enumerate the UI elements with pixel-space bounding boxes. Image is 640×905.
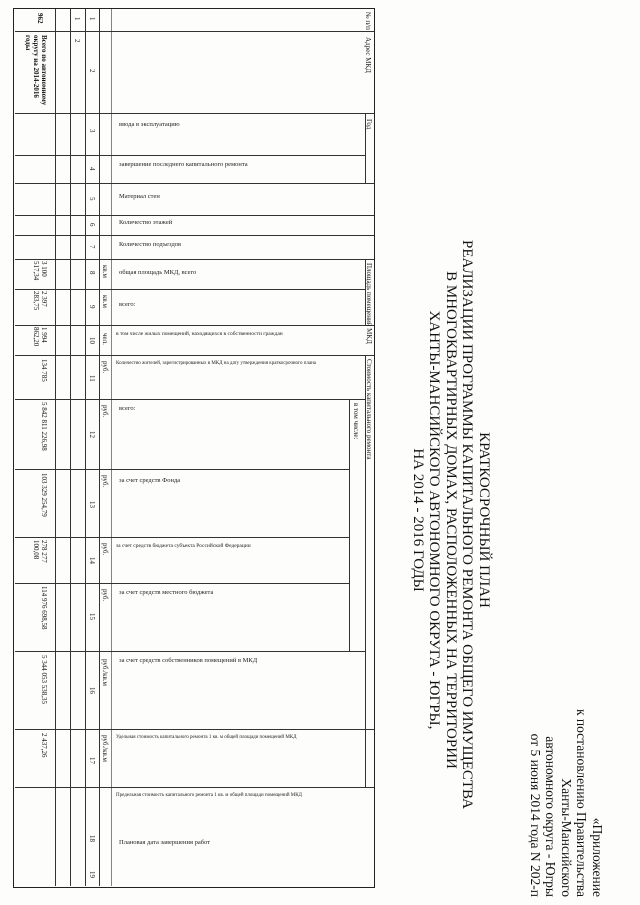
header-planned-date: Плановая дата завершения работ	[119, 839, 211, 846]
title-line-1: КРАТКОСРОЧНЫЙ ПЛАН	[476, 432, 492, 608]
inthat-sub-line	[349, 399, 350, 651]
premises-total-value: 2 397 283,75	[32, 291, 48, 311]
row2-bottom-line	[55, 9, 56, 886]
col-line-7	[15, 259, 374, 260]
header-no: № п/п	[364, 12, 372, 30]
unit-cost-total: руб.	[101, 361, 109, 374]
colnum-9: 9	[88, 305, 96, 309]
colnum-12: 12	[88, 431, 96, 438]
header-in-that: в том числе:	[352, 403, 360, 440]
header-year-commission: ввода в эксплуатацию	[119, 121, 180, 128]
appendix-line-2: к постановлению Правительства	[574, 708, 590, 897]
colnum-1: 1	[88, 17, 96, 21]
header-year: Год	[365, 119, 373, 130]
header-residents: Количество жителей, зарегистрированных в МКД на дату утверждения краткосрочного плана	[116, 361, 317, 366]
col-line-16	[15, 729, 374, 730]
appendix-line-5: от 5 июня 2014 года N 202-п	[528, 733, 543, 897]
col-line-5	[15, 215, 374, 216]
colnum-19: 19	[88, 871, 96, 878]
budget-subject-value: 278 277 100,08	[32, 540, 48, 563]
header-bottom-line	[99, 9, 100, 886]
cost-total-value: 5 842 811 226,98	[40, 402, 48, 451]
col-line-3	[15, 155, 366, 156]
unit-cost-value: 2 437,26	[40, 733, 48, 758]
title-line-5: НА 2014 - 2016 ГОДЫ	[410, 448, 426, 592]
colnum-13: 13	[88, 501, 96, 508]
col-line-2	[15, 113, 374, 114]
header-floors: Количество этажей	[119, 219, 173, 226]
header-fund: за счет средств Фонда	[119, 477, 181, 484]
colnum-3: 3	[88, 129, 96, 133]
header-premises-total: всего:	[119, 301, 136, 308]
colnum-10: 10	[88, 337, 96, 344]
colnum-15: 15	[88, 613, 96, 620]
header-budget-local: за счет средств местного бюджета	[119, 589, 214, 596]
unit-residents: чел.	[101, 333, 109, 345]
premises-owned-value: 1 994 862,20	[32, 327, 48, 347]
unit-unit-cost: руб./кв.м	[101, 659, 109, 686]
header-year-last-repair: завершение последнего капитального ремонта	[119, 161, 248, 168]
col-line-6	[15, 235, 374, 236]
appendix-line-1: «Приложение	[590, 817, 605, 897]
unit-fund: руб.	[101, 405, 109, 418]
document-title	[410, 240, 493, 809]
header-cost: Стоимость капитального ремонта	[365, 359, 373, 460]
total-row-no: 962	[36, 13, 44, 24]
header-unit-cost: Удельная стоимость капитального ремонта 1 кв. м общей площади помещений МКД	[116, 735, 297, 740]
owners-value: 5 344 053 538,35	[40, 655, 48, 704]
col-line-15	[15, 651, 366, 652]
colnum-5: 5	[88, 197, 96, 201]
unit-premises-total: кв.м	[101, 295, 109, 308]
title-line-4: ХАНТЫ-МАНСИЙСКОГО АВТОНОМНОГО ОКРУГА - ЮГРЫ,	[426, 310, 443, 730]
row1-no: 1	[73, 17, 81, 21]
col-line-9	[15, 325, 374, 326]
unit-row-line	[111, 9, 112, 886]
header-premises-area: Площадь помещений МКД	[365, 263, 373, 344]
colnum-17: 17	[88, 757, 96, 764]
header-owners: за счет средств собственников помещений в МКД	[119, 657, 258, 664]
unit-owners: руб.	[101, 589, 109, 602]
row1-bottom-line	[70, 9, 71, 886]
colnum-4: 4	[88, 167, 96, 171]
col-line-14	[15, 583, 350, 584]
unit-budget-local: руб.	[101, 543, 109, 556]
residents-value: 134 785	[40, 359, 48, 382]
unit-budget-subject: руб.	[101, 475, 109, 488]
plan-table	[13, 8, 375, 888]
colnum-6: 6	[88, 223, 96, 227]
budget-local-value: 114 976 698,58	[40, 586, 48, 630]
appendix-line-4: автономного округа - Югры	[543, 736, 559, 897]
colnum-16: 16	[88, 687, 96, 694]
col-line-11	[15, 399, 366, 400]
header-total-area: общая площадь МКД, всего	[119, 269, 197, 276]
col-line-17	[15, 787, 374, 788]
total-row-label: Всего по автономному округу на 2014-2016 годы	[24, 35, 48, 106]
title-line-2: РЕАЛИЗАЦИИ ПРОГРАММЫ КАПИТАЛЬНОГО РЕМОНТА ОБЩЕГО ИМУЩЕСТВА	[459, 240, 476, 809]
colnum-11: 11	[88, 375, 96, 382]
colnum-8: 8	[88, 271, 96, 275]
colnum-7: 7	[88, 245, 96, 249]
unit-max-cost: руб./кв.м	[101, 735, 109, 762]
title-line-3: В МНОГОКВАРТИРНЫХ ДОМАХ, РАСПОЛОЖЕННЫХ НА ТЕРРИТОРИИ	[443, 271, 459, 769]
colnum-2: 2	[88, 69, 96, 73]
fund-value: 103 329 254,79	[40, 473, 48, 517]
appendix-line-3: Ханты-Мансийского	[559, 778, 574, 897]
col-line-12	[15, 469, 350, 470]
col-line-4	[15, 183, 374, 184]
row1-address: 2	[73, 39, 81, 43]
header-address: Адрес МКД	[364, 37, 372, 73]
col-line-1	[15, 31, 374, 32]
colnum-14: 14	[88, 557, 96, 564]
header-cost-total: всего:	[119, 405, 136, 412]
appendix-note	[528, 637, 606, 897]
header-premises-owned: в том числе жилых помещений, находящихся в собственности граждан	[116, 331, 283, 337]
header-budget-subject: за счет средств бюджета субъекта Российской Федерации	[116, 543, 251, 549]
colnum-18: 18	[88, 835, 96, 842]
header-wall-material: Материал стен	[119, 193, 160, 200]
header-max-cost: Предельная стоимость капитального ремонта 1 кв. м общей площади помещений МКД	[116, 793, 302, 798]
col-line-10	[15, 355, 374, 356]
col-line-8	[15, 289, 366, 290]
header-entrances: Количество подъездов	[119, 241, 182, 248]
total-area-value: 3 100 517,34	[32, 261, 48, 281]
unit-total-area: кв.м	[101, 265, 109, 278]
colnum-bottom-line	[85, 9, 86, 886]
col-line-13	[15, 537, 350, 538]
